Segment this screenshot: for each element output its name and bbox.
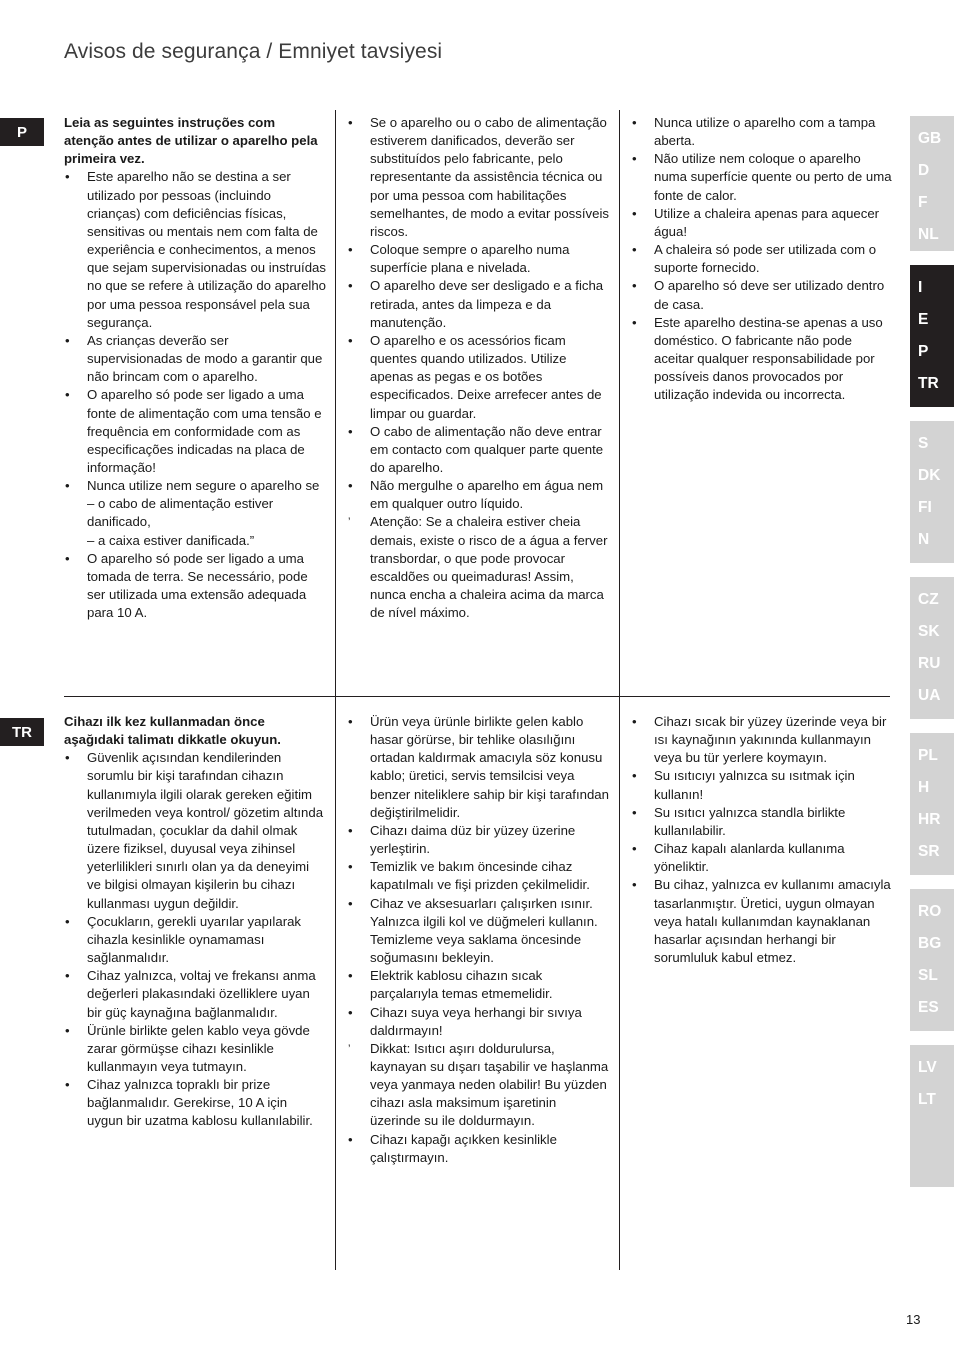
tr-column-2: [347, 713, 609, 1167]
list-item: [347, 713, 609, 822]
column-divider: [619, 697, 620, 1270]
tr-col1-list: [64, 749, 326, 1130]
column-divider: [335, 697, 336, 1270]
bullet-glyph: •: [632, 205, 637, 221]
list-item: [631, 713, 893, 767]
pt-col2-list: [347, 114, 609, 622]
bullet-glyph: •: [65, 478, 70, 494]
list-item: [64, 477, 326, 550]
language-tab-es[interactable]: ES: [918, 999, 939, 1016]
bullet-glyph: •: [632, 151, 637, 167]
list-item: [64, 386, 326, 477]
tr-col3-list: [631, 713, 893, 967]
pt-column-3: [631, 114, 893, 405]
list-item: [347, 822, 609, 858]
list-item: [64, 967, 326, 1021]
language-tab-ro[interactable]: RO: [918, 903, 942, 920]
language-tab-nl[interactable]: NL: [918, 226, 939, 243]
list-item: [347, 477, 609, 513]
language-tab-pl[interactable]: PL: [918, 747, 938, 764]
list-item: [631, 241, 893, 277]
bullet-glyph: •: [632, 115, 637, 130]
pt-col1-list: [64, 168, 326, 622]
list-item-text: Nunca utilize o aparelho com a tampa aberta.: [654, 115, 876, 149]
list-item-text: Este aparelho destina-se apenas a uso doméstico. O fabricante não pode aceitar qualquer responsabilidade por possíveis danos provocados por utilização indevida ou incorrecta.: [654, 314, 883, 403]
language-tab-p[interactable]: P: [918, 343, 929, 360]
language-tab-tr[interactable]: TR: [918, 375, 939, 392]
language-tab-sl[interactable]: SL: [918, 967, 938, 984]
list-item-text: O aparelho só pode ser ligado a uma fonte de alimentação com uma tensão e frequência em conformidade com as especificações indicadas na placa de informação!: [87, 387, 322, 475]
language-tab-ru[interactable]: RU: [918, 655, 941, 672]
column-divider: [335, 110, 336, 696]
bullet-glyph: •: [632, 278, 637, 294]
list-item-text: O aparelho só pode ser ligado a uma tomada de terra. Se necessário, pode ser utilizada uma extensão adequada para 10 A.: [87, 550, 308, 621]
language-tab-group[interactable]: [910, 421, 954, 563]
bullet-glyph: •: [348, 1004, 353, 1020]
bullet-glyph: •: [65, 550, 70, 566]
list-item-text: Cihaz ve aksesuarları çalışırken ısınır. Yalnızca ilgili kol ve düğmeleri kullanın. Temizleme veya saklama öncesinde soğumasını bekleyin.: [370, 895, 598, 966]
list-item-text: O aparelho e os acessórios ficam quentes quando utilizados. Utilize apenas as pegas e os botões especificados. Deixe arrefecer antes de limpar ou guardar.: [370, 332, 602, 421]
page-number: 13: [906, 1312, 921, 1327]
list-item-text: Atenção: Se a chaleira estiver cheia demais, existe o risco de a água a ferver transbordar, o que pode provocar escaldões ou queimaduras! Assim, nunca encha a chaleira acima da marca de nível máximo.: [370, 514, 608, 621]
list-item-text: Utilize a chaleira apenas para aquecer água!: [654, 205, 880, 239]
list-item-text: A chaleira só pode ser utilizada com o suporte fornecido.: [654, 242, 877, 276]
pt-col3-list: [631, 114, 893, 405]
tr-column-1: [64, 713, 326, 1131]
tr-col2-list: [347, 713, 609, 1167]
tr-column-3: [631, 713, 893, 967]
language-tab-d[interactable]: D: [918, 162, 930, 179]
list-item-text: Elektrik kablosu cihazın sıcak parçalarıyla temas etmemelidir.: [370, 968, 553, 1002]
bullet-glyph: •: [348, 859, 353, 875]
section-divider: [64, 696, 890, 697]
language-tab-group[interactable]: [910, 1045, 954, 1187]
list-item: [631, 876, 893, 967]
bullet-glyph: •: [632, 242, 637, 258]
list-item: [347, 858, 609, 894]
list-item: [347, 1004, 609, 1040]
column-divider: [619, 110, 620, 696]
language-tab-fi[interactable]: FI: [918, 499, 932, 516]
list-item-text: Não utilize nem coloque o aparelho numa superfície quente ou perto de uma fonte de calor.: [654, 151, 892, 203]
list-item-text: Cihaz yalnızca, voltaj ve frekansı anma değerleri plakasındaki özelliklere uyan bir güç kaynağına bağlanmalıdır.: [87, 968, 316, 1020]
bullet-glyph: •: [65, 913, 70, 929]
list-item-text: Bu cihaz, yalnızca ev kullanımı amacıyla tasarlanmıştır. Üretici, uygun olmayan veya hatalı kullanımdan kaynaklanan hasarlar açısından herhangi bir sorumluluk kabul etmez.: [654, 877, 891, 966]
bullet-glyph: •: [632, 314, 637, 330]
list-item: [631, 767, 893, 803]
list-item: [347, 277, 609, 331]
language-tab-group[interactable]: [910, 116, 954, 251]
list-item-text: Cihaz kapalı alanlarda kullanıma yöneliktir.: [654, 841, 845, 875]
list-item-text: Este aparelho não se destina a ser utilizado por pessoas (incluindo crianças) com deficiências físicas, sensitivas ou mentais nem com falta de experiência e conhecimentos, a menos que sejam supervisionadas ou instruídas no que se refere à utilização do aparelho por uma pessoa responsável pela sua segurança.: [87, 169, 327, 330]
list-item: [64, 168, 326, 331]
list-item-text: As crianças deverão ser supervisionadas de modo a garantir que não brincam com o aparelho.: [87, 332, 323, 385]
bullet-glyph: •: [65, 332, 70, 348]
list-item-text: Se o aparelho ou o cabo de alimentação estiverem danificados, deverão ser substituídos pelo fabricante, pelo representante da assistência técnica ou por uma pessoa com habilitações semelhantes, de modo a evitar possíveis riscos.: [370, 115, 609, 239]
lang-tag-tr: TR: [0, 718, 44, 746]
list-item-text: Ürün veya ürünle birlikte gelen kablo hasar görürse, bir tehlike olasılığını ortadan kaldırmak amacıyla söz konusu kablo; üretici, servis temsilcisi veya benzer niteliklere sahip bir kişi tarafından değiştirilmelidir.: [370, 714, 609, 820]
list-item-text: Coloque sempre o aparelho numa superfície plana e nivelada.: [370, 242, 570, 276]
bullet-glyph: •: [632, 804, 637, 820]
bullet-glyph: •: [632, 714, 637, 729]
bullet-glyph: •: [632, 841, 637, 857]
list-item: [631, 277, 893, 313]
language-tab-s[interactable]: S: [918, 435, 929, 452]
language-tab-sr[interactable]: SR: [918, 843, 940, 860]
lang-tag-p: P: [0, 118, 44, 146]
list-item-text: Ürünle birlikte gelen kablo veya gövde zarar görmüşse cihazı kesinlikle kullanmayın veya tutmayın.: [87, 1022, 310, 1074]
bullet-glyph: •: [65, 1077, 70, 1093]
bullet-glyph: •: [348, 895, 353, 911]
list-item: [347, 332, 609, 423]
list-item: [347, 967, 609, 1003]
bullet-glyph: •: [65, 750, 70, 766]
list-item: [64, 749, 326, 912]
page-title: Avisos de segurança / Emniyet tavsiyesi: [64, 40, 443, 63]
tr-intro: Cihazı ilk kez kullanmadan önce aşağıdaki talimatı dikkatle okuyun.: [64, 714, 281, 748]
bullet-glyph: •: [348, 115, 353, 130]
bullet-glyph: •: [65, 1022, 70, 1038]
list-item-text: Su ısıtıcı yalnızca standla birlikte kullanılabilir.: [654, 804, 846, 838]
bullet-glyph: •: [65, 169, 70, 185]
bullet-glyph: ’: [348, 516, 351, 529]
language-tab-gb[interactable]: GB: [918, 130, 942, 147]
bullet-glyph: •: [65, 968, 70, 984]
language-tab-h[interactable]: H: [918, 779, 930, 796]
bullet-glyph: •: [348, 332, 353, 348]
list-item: [64, 550, 326, 623]
list-item-text: Temizlik ve bakım öncesinde cihaz kapatılmalı ve fişi prizden çekilmelidir.: [370, 859, 590, 893]
list-item-text: Dikkat: Isıtıcı aşırı doldurulursa, kaynayan su dışarı taşabilir ve haşlanma veya yanmaya neden olabilir! Bu yüzden cihazı asla maksimum işaretinin üzerinde su ile doldurmayın.: [370, 1040, 609, 1129]
language-tab-lt[interactable]: LT: [918, 1091, 936, 1108]
language-tab-ua[interactable]: UA: [918, 687, 941, 704]
bullet-glyph: •: [632, 768, 637, 784]
list-item: [631, 205, 893, 241]
language-tab-group[interactable]: [910, 265, 954, 407]
list-item-text: Cihaz yalnızca topraklı bir prize bağlanmalıdır. Gerekirse, 10 A için uygun bir uzatma kablosu kullanılabilir.: [87, 1077, 313, 1129]
bullet-glyph: •: [65, 387, 70, 403]
language-tab-f[interactable]: F: [918, 194, 928, 211]
bullet-glyph: •: [348, 242, 353, 258]
bullet-glyph: •: [632, 877, 637, 893]
list-item: [64, 1076, 326, 1130]
bullet-glyph: •: [348, 478, 353, 494]
list-item-text: Nunca utilize nem segure o aparelho se – o cabo de alimentação estiver danificado, – a caixa estiver danificada.”: [87, 478, 320, 548]
list-item-text: Cihazı kapağı açıkken kesinlikle çalıştırmayın.: [370, 1131, 557, 1165]
language-tab-sk[interactable]: SK: [918, 623, 940, 640]
list-item: [631, 314, 893, 405]
list-item-text: O cabo de alimentação não deve entrar em contacto com qualquer parte quente do aparelho.: [370, 423, 604, 475]
bullet-glyph: •: [348, 1131, 353, 1147]
language-tab-bg[interactable]: BG: [918, 935, 942, 952]
list-item: [347, 241, 609, 277]
language-tab-cz[interactable]: CZ: [918, 591, 939, 608]
list-item-text: Çocukların, gerekli uyarılar yapılarak cihazla kesinlikle oynamaması sağlanmalıdır.: [87, 913, 302, 966]
pt-column-1: [64, 114, 326, 622]
list-item: [631, 804, 893, 840]
list-item-text: Su ısıtıcıyı yalnızca su ısıtmak için kullanın!: [654, 768, 855, 802]
language-tab-group[interactable]: [910, 733, 954, 875]
list-item-text: Cihazı daima düz bir yüzey üzerine yerleştirin.: [370, 822, 576, 857]
list-item: [347, 895, 609, 968]
list-item: [347, 1040, 609, 1131]
language-tab-lv[interactable]: LV: [918, 1059, 937, 1076]
list-item: [64, 332, 326, 386]
list-item: [347, 114, 609, 241]
list-item: [347, 1131, 609, 1167]
list-item: [64, 1022, 326, 1076]
list-item: [631, 840, 893, 876]
list-item: [347, 423, 609, 477]
list-item: [631, 150, 893, 204]
language-tab-hr[interactable]: HR: [918, 811, 941, 828]
bullet-glyph: •: [348, 822, 353, 838]
list-item-text: Cihazı sıcak bir yüzey üzerinde veya bir ısı kaynağının yakınında kullanmayın veya bu tür yerlere koymayın.: [654, 714, 887, 766]
language-tab-dk[interactable]: DK: [918, 467, 941, 484]
list-item-text: O aparelho só deve ser utilizado dentro de casa.: [654, 278, 885, 312]
pt-column-2: [347, 114, 609, 622]
language-tab-n[interactable]: N: [918, 531, 930, 548]
pt-intro: Leia as seguintes instruções com atenção antes de utilizar o aparelho pela primeira vez.: [64, 115, 318, 167]
language-tab-e[interactable]: E: [918, 311, 929, 328]
list-item-text: Cihazı suya veya herhangi bir sıvıya daldırmayın!: [370, 1004, 582, 1038]
language-tab-group[interactable]: [910, 577, 954, 719]
bullet-glyph: •: [348, 968, 353, 984]
list-item-text: Não mergulhe o aparelho em água nem em qualquer outro líquido.: [370, 478, 604, 512]
list-item: [347, 513, 609, 622]
language-tab-group[interactable]: [910, 889, 954, 1031]
list-item: [631, 114, 893, 150]
list-item: [64, 913, 326, 967]
list-item-text: O aparelho deve ser desligado e a ficha retirada, antes da limpeza e da manutenção.: [370, 278, 604, 330]
language-tab-i[interactable]: I: [918, 279, 923, 296]
bullet-glyph: •: [348, 423, 353, 439]
bullet-glyph: ’: [348, 1042, 351, 1055]
bullet-glyph: •: [348, 714, 353, 729]
list-item-text: Güvenlik açısından kendilerinden sorumlu bir kişi tarafından cihazın kullanımıyla ilgili olarak gereken eğitim verilmeden veya kontrol/ gözetim altında tutulmadan, çocuklar da dahil olmak üzere fiziksel, duyusal veya zihinsel yeterlilikleri sınırlı olan ya da deneyimi ve bilgisi olmayan kişilerin bu cihazı kullanması uygun değildir.: [87, 750, 324, 911]
bullet-glyph: •: [348, 278, 353, 294]
